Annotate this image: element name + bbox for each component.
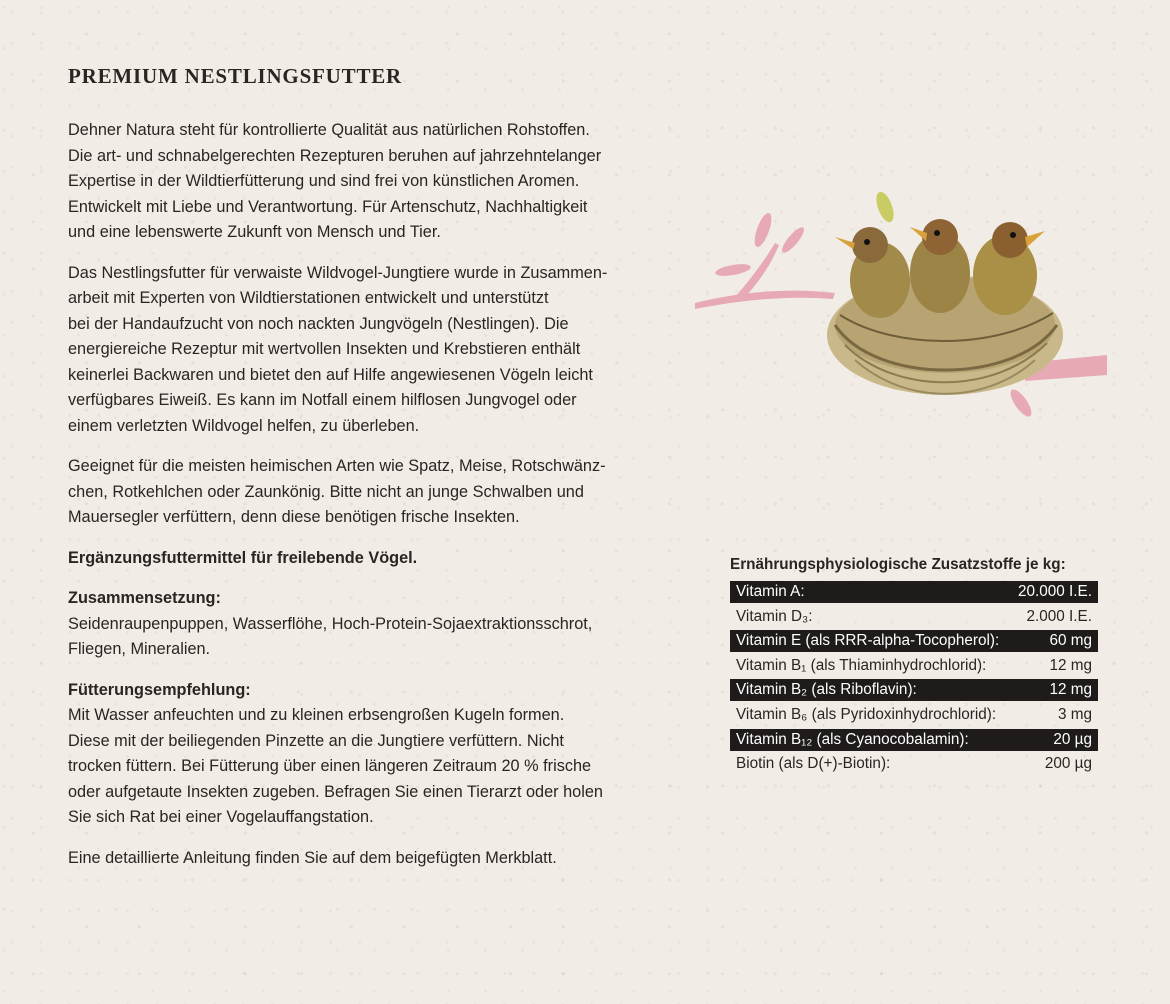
additive-value: 20.000 I.E.: [1018, 583, 1092, 600]
suitability-paragraph: Geeignet für die meisten heimischen Arten wie Spatz, Meise, Rotschwänz- chen, Rotkehlchen oder Zaunkönig. Bitte nicht an junge Schwalben und Mauersegler verfüttern, denn diese benötigen frische Insekten.: [68, 457, 606, 526]
additive-name: Vitamin B₁ (als Thiaminhydrochlorid):: [736, 656, 987, 674]
additives-rows: [730, 581, 1098, 775]
additive-row: [730, 606, 1098, 628]
additive-value: 200 µg: [1044, 755, 1092, 773]
supplement-label: Ergänzungsfuttermittel für freilebende Vögel.: [68, 548, 418, 567]
footer-note: Eine detaillierte Anleitung finden Sie auf dem beigefügten Merkblatt.: [68, 848, 557, 867]
additive-name: Biotin (als D(+)-Biotin):: [736, 755, 891, 773]
additive-row: [730, 655, 1098, 677]
additive-value: 60 mg: [1049, 632, 1092, 650]
additive-name: Vitamin D₃:: [736, 607, 813, 625]
additive-value: 3 mg: [1057, 705, 1092, 723]
chick-bird-icon: [910, 219, 970, 313]
additive-name: Vitamin B₁₂ (als Cyanocobalamin):: [736, 730, 969, 748]
additive-row: [730, 729, 1098, 751]
additive-row: [730, 753, 1098, 775]
additive-name: Vitamin A:: [736, 583, 805, 600]
page-title: PREMIUM NESTLINGSFUTTER: [68, 64, 403, 88]
feeding-section: [68, 678, 693, 831]
feeding-heading: Fütterungsempfehlung:: [68, 680, 251, 699]
additive-value: 20 µg: [1053, 730, 1092, 748]
additive-row: [730, 581, 1098, 603]
feeding-text: Mit Wasser anfeuchten und zu kleinen erbsengroßen Kugeln formen. Diese mit der beiliegenden Pinzette an die Jungtiere verfüttern. Nicht trocken füttern. Bei Fütterung über einen längeren Zeitraum 20 % frische oder aufgetaute Insekten zugeben. Befragen Sie einen Tierarzt oder holen Sie sich Rat bei einer Vogelauffangstation.: [68, 706, 603, 826]
additive-name: Vitamin B₂ (als Riboflavin):: [736, 681, 917, 699]
intro-paragraph: Dehner Natura steht für kontrollierte Qualität aus natürlichen Rohstoffen. Die art- und schnabelgerechten Rezepturen beruhen auf jahrzehntelanger Expertise in der Wildtierfütterung und sind frei von künstlichen Aromen. Entwickelt mit Liebe und Verantwortung. Für Artenschutz, Nachhaltigkeit und eine lebenswerte Zukunft von Mensch und Tier.: [68, 121, 602, 241]
composition-section: [68, 586, 693, 663]
product-paragraph: Das Nestlingsfutter für verwaiste Wildvogel-Jungtiere wurde in Zusammen- arbeit mit Experten von Wildtierstationen entwickelt und unterstützt bei der Handaufzucht von noch nackten Jungvögeln (Nestlingen). Die energiereiche Rezeptur mit wertvollen Insekten und Krebstieren enthält keinerlei Backwaren und bietet den auf Hilfe angewiesenen Vögeln leicht verfügbares Eiweiß. Es kann im Notfall einem hilflosen Jungvogel oder einem verletzten Wildvogel helfen, zu überleben.: [68, 263, 608, 435]
leaf-icon: [873, 190, 897, 225]
additive-row: [730, 679, 1098, 701]
bird-nest-illustration: [695, 185, 1110, 420]
additive-row: [730, 704, 1098, 726]
additive-row: [730, 630, 1098, 652]
composition-text: Seidenraupenpuppen, Wasserflöhe, Hoch-Protein-Sojaextraktionsschrot, Fliegen, Mineralien.: [68, 614, 593, 658]
additives-table: [730, 556, 1098, 778]
additive-name: Vitamin B₆ (als Pyridoxinhydrochlorid):: [736, 705, 997, 723]
additive-value: 12 mg: [1049, 656, 1092, 674]
additive-value: 2.000 I.E.: [1026, 607, 1092, 625]
additive-value: 12 mg: [1049, 681, 1092, 699]
composition-heading: Zusammensetzung:: [68, 589, 221, 607]
description-column: [68, 118, 693, 886]
additive-name: Vitamin E (als RRR-alpha-Tocopherol):: [736, 632, 1000, 650]
additives-title: Ernährungsphysiologische Zusatzstoffe je kg:: [730, 556, 1066, 573]
